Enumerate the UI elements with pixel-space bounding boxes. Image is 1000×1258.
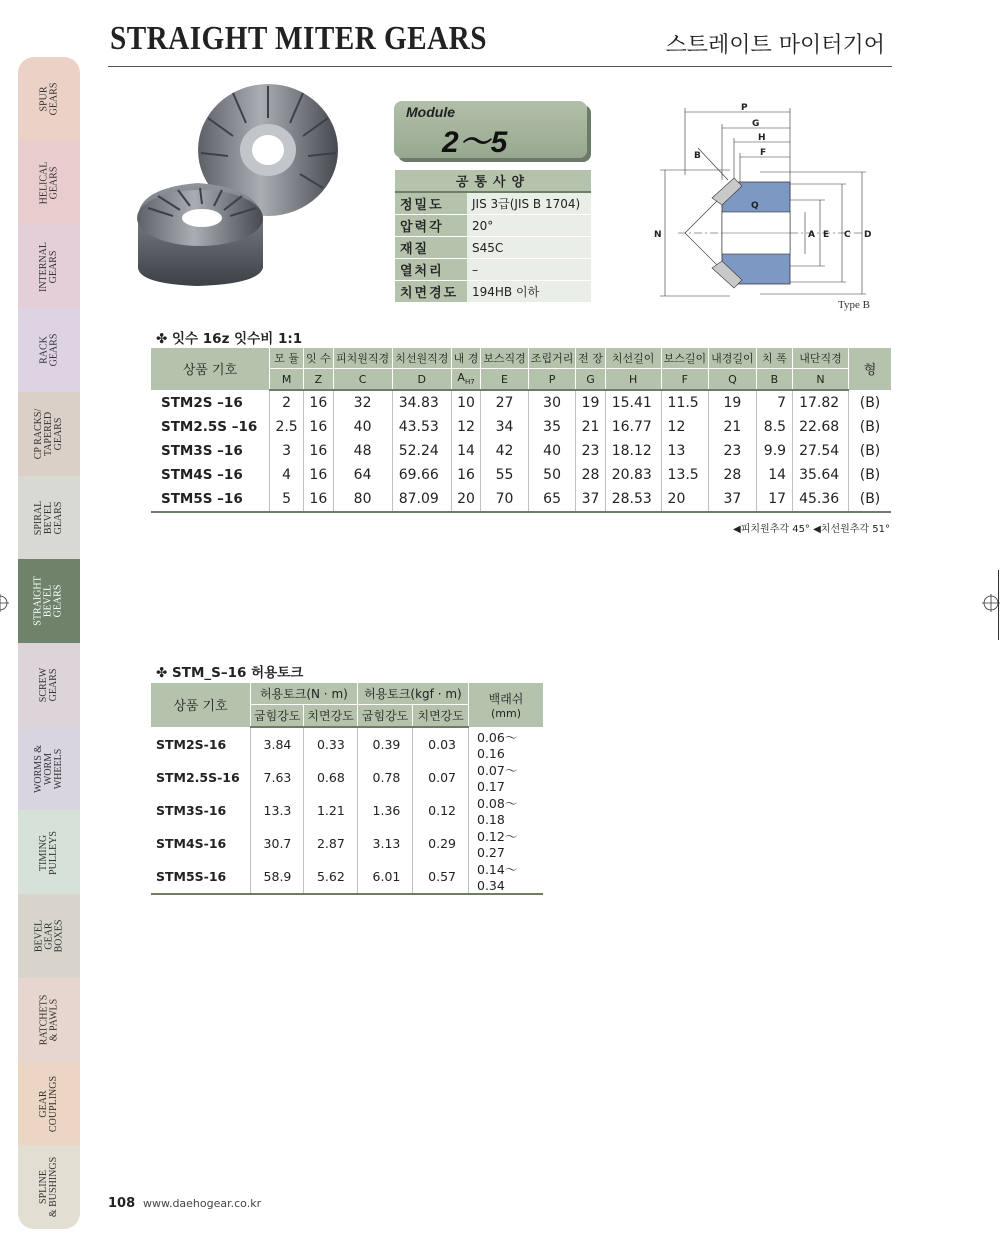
sidebar-tab-label: HELICAL GEARS (38, 161, 59, 205)
spec-value: 20° (467, 215, 591, 237)
dim-label-e: E (823, 230, 830, 240)
col-symbol: Q (709, 369, 757, 391)
torque-cell: 5.62 (304, 860, 357, 894)
torque-cell: 0.39 (357, 727, 413, 761)
sidebar-tab-label: TIMING PULLEYS (38, 830, 59, 875)
col-subheader: 굽힘강도 (357, 705, 413, 728)
col-header: 내경길이 (709, 348, 757, 369)
value-cell: 34 (481, 415, 529, 439)
value-cell: 37 (709, 487, 757, 512)
dim-label-a: A (808, 230, 815, 240)
col-symbol: F (661, 369, 709, 391)
sidebar-tab[interactable] (18, 308, 80, 392)
value-cell: 10 (451, 390, 480, 415)
value-cell: 12 (661, 415, 709, 439)
spec-table (151, 348, 891, 513)
value-cell: 27 (481, 390, 529, 415)
torque-cell: 0.07 (413, 761, 469, 794)
col-header-model: 상품 기호 (151, 348, 270, 390)
value-cell: 21 (576, 415, 605, 439)
table-row (151, 827, 543, 860)
dim-label-b: B (694, 151, 701, 161)
value-cell: 9.9 (756, 439, 792, 463)
value-cell: 21 (709, 415, 757, 439)
table-row (151, 761, 543, 794)
sidebar-tab[interactable] (18, 727, 80, 811)
torque-cell: 30.7 (251, 827, 304, 860)
col-symbol: M (270, 369, 304, 391)
backlash-cell: 0.06～0.16 (477, 729, 518, 761)
value-cell: 32 (333, 390, 392, 415)
col-header: 보스길이 (661, 348, 709, 369)
sidebar-tab-label: BEVEL GEAR BOXES (32, 919, 64, 953)
model-cell: STM3S –16 (151, 439, 270, 463)
value-cell: 45.36 (793, 487, 849, 512)
sidebar-tab-label: CP RACKS/ TAPERED GEARS (32, 408, 64, 460)
section-title-torque: ✤ STM_S–16 허용토크 (156, 665, 304, 681)
title-divider (108, 66, 892, 67)
sidebar-tab-label: RACK GEARS (37, 333, 59, 367)
col-symbol: A (457, 371, 465, 385)
col-symbol-tolerance: H7 (464, 378, 475, 387)
spec-value: 194HB 이하 (467, 281, 591, 303)
type-cell: (B) (859, 419, 881, 435)
sidebar-tab[interactable] (18, 1145, 80, 1229)
value-cell: 16 (304, 463, 333, 487)
model-cell: STM2S-16 (151, 727, 251, 761)
torque-cell: 58.9 (251, 860, 304, 894)
value-cell: 64 (333, 463, 392, 487)
dim-label-n: N (654, 230, 662, 240)
sidebar-tab-label: GEAR COUPLINGS (38, 1075, 59, 1132)
dim-label-h: H (758, 133, 766, 143)
value-cell: 16 (304, 487, 333, 512)
value-cell: 20.83 (605, 463, 661, 487)
value-cell: 20 (451, 487, 480, 512)
col-header: 치 폭 (756, 348, 792, 369)
diagram-caption: Type B (838, 299, 870, 311)
sidebar-tab-label: INTERNAL GEARS (38, 241, 59, 292)
torque-cell: 0.03 (413, 727, 469, 761)
model-cell: STM2.5S –16 (151, 415, 270, 439)
sidebar-tab[interactable] (18, 894, 80, 978)
table-row (151, 415, 891, 439)
torque-cell: 13.3 (251, 794, 304, 827)
table-row (151, 727, 543, 761)
dim-label-g: G (752, 119, 760, 129)
sidebar-tab[interactable] (18, 57, 80, 141)
col-header: 내 경 (451, 348, 480, 369)
col-header: 잇 수 (304, 348, 333, 369)
backlash-cell: 0.07～0.17 (477, 762, 518, 794)
table-row (151, 860, 543, 894)
col-header: 조립거리 (528, 348, 576, 369)
sidebar-tab[interactable] (18, 141, 80, 225)
backlash-cell: 0.08～0.18 (477, 795, 518, 827)
table-row (151, 390, 891, 415)
value-cell: 20 (661, 487, 709, 512)
col-subheader: 치면강도 (413, 705, 469, 728)
col-symbol: N (793, 369, 849, 391)
col-symbol: H (605, 369, 661, 391)
col-symbol: C (333, 369, 392, 391)
torque-cell: 3.13 (357, 827, 413, 860)
model-cell: STM4S –16 (151, 463, 270, 487)
value-cell: 3 (270, 439, 304, 463)
value-cell: 14 (756, 463, 792, 487)
torque-cell: 1.36 (357, 794, 413, 827)
page-footer (108, 1196, 261, 1211)
backlash-cell: 0.14～0.34 (469, 860, 544, 894)
col-subheader: 굽힘강도 (251, 705, 304, 728)
torque-cell: 7.63 (251, 761, 304, 794)
value-cell: 16 (304, 390, 333, 415)
torque-cell: 0.78 (357, 761, 413, 794)
sidebar-tab-label: WORMS & WORM WHEELS (33, 744, 64, 793)
value-cell: 8.5 (756, 415, 792, 439)
module-value: 2～5 (442, 126, 509, 159)
value-cell: 42 (481, 439, 529, 463)
col-symbol: B (756, 369, 792, 391)
value-cell: 16 (304, 415, 333, 439)
sidebar-tab[interactable] (18, 978, 80, 1062)
value-cell: 13.5 (661, 463, 709, 487)
model-cell: STM2S –16 (151, 390, 270, 415)
table-row (151, 794, 543, 827)
value-cell: 2.5 (270, 415, 304, 439)
spec-key: 재질 (395, 237, 467, 259)
type-cell: (B) (849, 487, 892, 512)
value-cell: 40 (528, 439, 576, 463)
col-symbol: Z (304, 369, 333, 391)
value-cell: 17 (756, 487, 792, 512)
value-cell: 16.77 (605, 415, 661, 439)
spec-key: 치면경도 (395, 281, 467, 303)
col-header: 치선길이 (605, 348, 661, 369)
dim-label-p: P (741, 103, 748, 113)
sidebar-tab-label: SPIRAL BEVEL GEARS (32, 500, 64, 535)
backlash-cell: 0.12～0.27 (477, 828, 518, 860)
value-cell: 2 (270, 390, 304, 415)
value-cell: 4 (270, 463, 304, 487)
dim-label-d: D (864, 230, 872, 240)
col-header: 보스직경 (481, 348, 529, 369)
torque-cell: 0.12 (413, 794, 469, 827)
col-header: 치선원직경 (392, 348, 451, 369)
value-cell: 16 (451, 463, 480, 487)
col-header: 전 장 (576, 348, 605, 369)
sidebar-tab[interactable] (18, 1062, 80, 1146)
value-cell: 5 (270, 487, 304, 512)
sidebar-tab-label: SPUR GEARS (37, 82, 59, 116)
value-cell: 40 (333, 415, 392, 439)
sidebar-tab[interactable] (18, 392, 80, 476)
value-cell: 23 (576, 439, 605, 463)
value-cell: 27.54 (793, 439, 849, 463)
backlash-label: 백래쉬 (488, 691, 524, 706)
value-cell: 30 (528, 390, 576, 415)
dim-label-q: Q (751, 201, 759, 211)
page-title: STRAIGHT MITER GEARS (110, 20, 487, 57)
torque-cell: 6.01 (357, 860, 413, 894)
spec-value: S45C (467, 237, 591, 259)
value-cell: 43.53 (392, 415, 451, 439)
value-cell: 48 (333, 439, 392, 463)
torque-cell: 3.84 (251, 727, 304, 761)
value-cell: 22.68 (793, 415, 849, 439)
sidebar-tab-label: SPLINE & BUSHINGS (37, 1157, 59, 1218)
value-cell: 19 (576, 390, 605, 415)
section-title-spec: ✤ 잇수 16z 잇수비 1:1 (156, 331, 303, 347)
spec-key: 열처리 (395, 259, 467, 281)
category-sidebar (18, 57, 80, 1229)
col-symbol-a (451, 369, 480, 391)
value-cell: 18.12 (605, 439, 661, 463)
miter-gear-photo (118, 78, 350, 290)
value-cell: 13 (661, 439, 709, 463)
page-number: 108 (108, 1196, 136, 1211)
value-cell: 52.24 (392, 439, 451, 463)
registration-mark-left (0, 594, 9, 612)
sidebar-tab[interactable] (18, 224, 80, 308)
sidebar-tab-label: RATCHETS & PAWLS (38, 994, 59, 1046)
sidebar-tab[interactable] (18, 476, 80, 560)
col-symbol: D (392, 369, 451, 391)
torque-cell: 1.21 (304, 794, 357, 827)
value-cell: 17.82 (793, 390, 849, 415)
type-cell: (B) (859, 443, 881, 459)
torque-cell: 2.87 (304, 827, 357, 860)
col-symbol: G (576, 369, 605, 391)
table-row (151, 439, 891, 463)
sidebar-tab[interactable] (18, 643, 80, 727)
cone-angle-note: ◀피치원추각 45° ◀치선원추각 51° (733, 524, 890, 535)
module-range-box (394, 101, 587, 158)
spec-value: – (467, 259, 591, 281)
col-header-type: 형 (849, 348, 892, 390)
dim-label-c: C (844, 230, 851, 240)
torque-cell: 0.29 (413, 827, 469, 860)
common-spec-table (395, 170, 591, 303)
model-cell: STM3S-16 (151, 794, 251, 827)
value-cell: 23 (709, 439, 757, 463)
value-cell: 12 (451, 415, 480, 439)
table-row (151, 487, 891, 512)
col-header-model: 상품 기호 (151, 683, 251, 727)
value-cell: 28.53 (605, 487, 661, 512)
sidebar-tab-label: SCREW GEARS (37, 667, 59, 703)
col-header-torque-nm: 허용토크(N · m) (251, 683, 358, 705)
value-cell: 65 (528, 487, 576, 512)
torque-cell: 0.68 (304, 761, 357, 794)
dim-label-f: F (760, 148, 767, 158)
col-header: 모 듈 (270, 348, 304, 369)
value-cell: 55 (481, 463, 529, 487)
value-cell: 7 (756, 390, 792, 415)
backlash-unit: (mm) (490, 706, 521, 720)
spec-value: JIS 3급(JIS B 1704) (467, 192, 591, 215)
model-cell: STM5S –16 (151, 487, 270, 512)
col-header: 내단직경 (793, 348, 849, 369)
value-cell: 35.64 (793, 463, 849, 487)
website-url[interactable]: www.daehogear.co.kr (142, 1197, 262, 1210)
spec-key: 압력각 (395, 215, 467, 237)
module-label: Module (406, 104, 455, 120)
spec-header: 공통사양 (395, 170, 591, 192)
type-cell: (B) (859, 467, 881, 483)
value-cell: 35 (528, 415, 576, 439)
torque-cell: 0.57 (413, 860, 469, 894)
table-row (151, 463, 891, 487)
torque-cell: 0.33 (304, 727, 357, 761)
trim-line (998, 570, 999, 640)
dimension-diagram (650, 100, 890, 312)
page-title-korean: 스트레이트 마이터기어 (665, 33, 885, 58)
sidebar-tab[interactable] (18, 559, 80, 643)
spec-key: 정밀도 (395, 192, 467, 215)
value-cell: 11.5 (661, 390, 709, 415)
value-cell: 19 (709, 390, 757, 415)
value-cell: 80 (333, 487, 392, 512)
value-cell: 50 (528, 463, 576, 487)
value-cell: 69.66 (392, 463, 451, 487)
value-cell: 14 (451, 439, 480, 463)
value-cell: 15.41 (605, 390, 661, 415)
sidebar-tab-label: STRAIGHT BEVEL GEARS (32, 576, 64, 627)
col-subheader: 치면강도 (304, 705, 357, 728)
col-header: 피치원직경 (333, 348, 392, 369)
value-cell: 37 (576, 487, 605, 512)
type-cell: (B) (859, 394, 881, 411)
value-cell: 70 (481, 487, 529, 512)
model-cell: STM5S-16 (151, 860, 251, 894)
model-cell: STM4S-16 (151, 827, 251, 860)
value-cell: 28 (576, 463, 605, 487)
value-cell: 87.09 (392, 487, 451, 512)
model-cell: STM2.5S-16 (151, 761, 251, 794)
col-symbol: P (528, 369, 576, 391)
col-symbol: E (481, 369, 529, 391)
value-cell: 16 (304, 439, 333, 463)
torque-table (151, 683, 543, 895)
value-cell: 28 (709, 463, 757, 487)
col-header-torque-kgfm: 허용토크(kgf · m) (357, 683, 468, 705)
sidebar-tab[interactable] (18, 810, 80, 894)
col-header-backlash (469, 683, 544, 727)
value-cell: 34.83 (392, 390, 451, 415)
